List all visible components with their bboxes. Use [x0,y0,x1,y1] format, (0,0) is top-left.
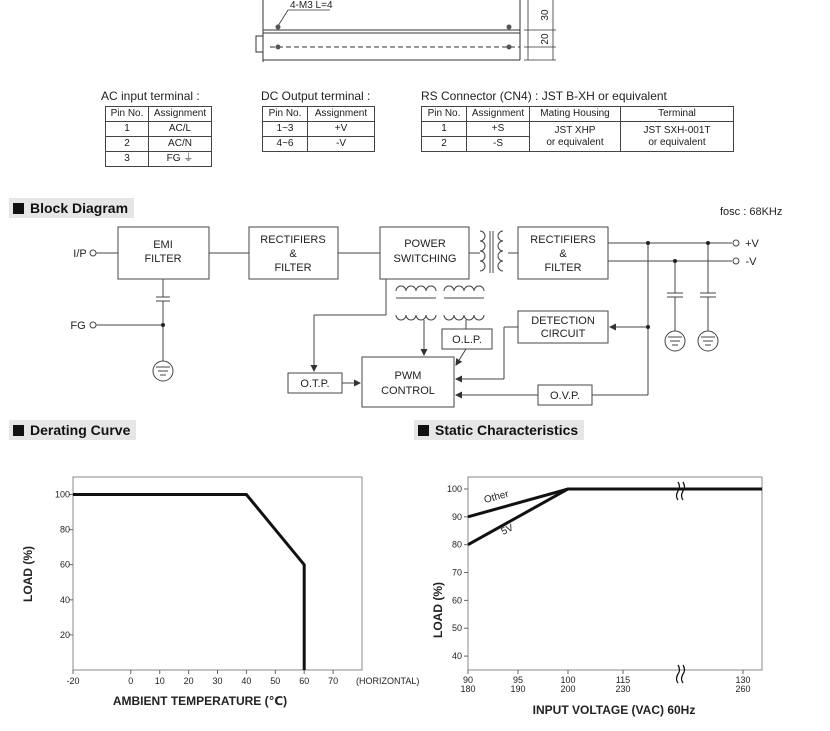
x-tick-label: 10 [154,676,165,686]
y-tick-label: 100 [446,484,462,494]
fosc-label: fosc : 68KHz [720,206,783,218]
table-cell-line: or equivalent [546,136,604,148]
dc-output-table [262,106,375,152]
y-axis-label: LOAD (%) [21,546,35,602]
x-tick-label: 130 [735,675,751,685]
olp-label: O.L.P. [452,334,482,346]
x-tick-label: 60 [299,676,310,686]
x-tick-label-secondary: 190 [510,684,526,694]
mating-housing-cell [530,122,621,152]
x-tick-label: 30 [212,676,223,686]
section-title-text: Static Characteristics [435,422,579,438]
table-row [106,122,212,137]
series-line-5v [468,489,762,545]
negative-output-label: -V [745,256,757,268]
series-line-other [468,489,762,517]
x-tick-label: 0 [128,676,134,686]
dc-output-caption: DC Output terminal : [261,89,371,103]
power-line-1: POWER [404,238,446,250]
table-cell: 1 [106,122,149,137]
table-header-row [422,107,734,122]
y-tick-label: 80 [451,539,462,550]
section-title-text: Derating Curve [30,422,131,438]
pwm-control-box [362,357,454,407]
x-tick-label-secondary: 260 [735,684,751,694]
table-header-cell: Terminal [621,107,734,122]
x-tick-label: 20 [183,676,194,686]
table-cell: 1~3 [263,122,308,137]
mechanical-drawing [0,0,830,62]
table-header-row [106,107,212,122]
table-row [263,122,375,137]
y-axis-label: LOAD (%) [431,582,445,638]
table-row [422,122,734,137]
ovp-label: O.V.P. [550,390,580,402]
x-tick-label: 100 [560,675,576,685]
x-tick-label: -20 [66,676,80,686]
negative-output-terminal [733,258,739,264]
y-tick-label: 50 [451,623,462,634]
table-row [263,137,375,152]
x-axis-label: INPUT VOLTAGE (VAC) 60Hz [532,703,696,717]
derating-curve-line [73,495,304,670]
table-cell: AC/N [149,137,212,152]
rect1-line-1: RECTIFIERS [260,234,326,246]
positive-output-label: +V [745,238,759,250]
emi-line-2: FILTER [144,253,182,265]
fg-label: FG [70,320,86,332]
table-header-cell: Assignment [467,107,530,122]
ac-input-caption: AC input terminal : [101,89,200,103]
table-cell-line: or equivalent [648,136,706,148]
table-header-cell: Assignment [308,107,375,122]
square-bullet-icon [418,425,429,436]
ac-input-table [105,106,212,167]
detection-line-1: DETECTION [531,315,595,327]
section-title-text: Block Diagram [30,200,129,216]
screw-hole [276,45,281,50]
pwm-line-2: CONTROL [381,385,435,397]
table-row [106,152,212,167]
dimension-30: 30 [540,9,551,21]
y-tick-label: 20 [59,629,70,640]
table-cell: 2 [106,137,149,152]
block-diagram [0,195,830,415]
table-cell: +S [467,122,530,137]
table-cell: AC/L [149,122,212,137]
series-label-other: Other [482,488,510,506]
derating-chart [0,440,420,731]
table-cell: 3 [106,152,149,167]
x-tick-label: 50 [270,676,281,686]
y-tick-label: 90 [451,511,462,522]
rect1-line-2: & [289,248,297,260]
rect2-line-1: RECTIFIERS [530,234,596,246]
x-tick-label-secondary: 180 [460,684,476,694]
emi-line-1: EMI [153,239,173,251]
terminal-stub [256,36,263,52]
plot-frame [73,477,362,670]
table-cell: -V [308,137,375,152]
x-tick-label-secondary: 200 [560,684,576,694]
rs-connector-caption: RS Connector (CN4) : JST B-XH or equivalent [421,89,667,103]
table-header-cell: Mating Housing [530,107,621,122]
positive-output-terminal [733,240,739,246]
fg-terminal [90,322,96,328]
table-cell-line: JST SXH-001T [643,124,711,136]
series-label-5v: 5V [499,522,516,538]
ip-terminal [90,250,96,256]
axis-break-icon [677,482,685,683]
x-tick-label: 70 [328,676,339,686]
screw-hole [276,25,281,30]
ip-label: I/P [73,248,87,260]
table-cell: 1 [422,122,467,137]
screw-hole [507,25,512,30]
table-header-cell: Assignment [149,107,212,122]
x-tick-label-secondary: 230 [615,684,631,694]
table-header-row [263,107,375,122]
table-row [106,137,212,152]
x-tick-label: 90 [462,675,474,685]
derating-curve-title [9,420,136,440]
x-tick-extra-label: (HORIZONTAL) [356,676,420,686]
table-header-cell: Pin No. [106,107,149,122]
x-tick-label: 115 [615,675,631,685]
y-tick-label: 60 [59,559,70,570]
otp-label: O.T.P. [300,378,330,390]
table-header-cell: Pin No. [422,107,467,122]
static-characteristics-title [414,420,584,440]
y-tick-label: 40 [59,594,70,605]
rect2-line-2: & [559,248,567,260]
pwm-line-1: PWM [394,370,422,382]
y-tick-label: 100 [54,489,70,500]
terminal-cell [621,122,734,152]
table-cell: 4~6 [263,137,308,152]
table-header-cell: Pin No. [263,107,308,122]
power-line-2: SWITCHING [393,253,457,265]
static-chart [405,440,830,731]
rs-connector-table [421,106,734,152]
screw-note: 4-M3 L=4 [290,0,333,11]
screw-hole [507,45,512,50]
table-cell: 2 [422,137,467,152]
x-axis-label: AMBIENT TEMPERATURE (℃) [112,694,288,708]
table-cell: +V [308,122,375,137]
x-tick-label: 40 [241,676,252,686]
y-tick-label: 60 [451,595,462,606]
detection-line-2: CIRCUIT [540,328,586,340]
rect2-line-3: FILTER [544,262,582,274]
square-bullet-icon [13,425,24,436]
dimension-20: 20 [540,33,551,45]
table-cell: FG ⏚ [149,152,212,167]
y-tick-label: 80 [59,524,70,535]
table-cell-line: JST XHP [554,124,596,136]
y-tick-label: 40 [451,651,462,662]
y-tick-label: 70 [451,567,462,578]
rect1-line-3: FILTER [274,262,312,274]
x-tick-label: 95 [512,675,524,685]
table-cell: -S [467,137,530,152]
